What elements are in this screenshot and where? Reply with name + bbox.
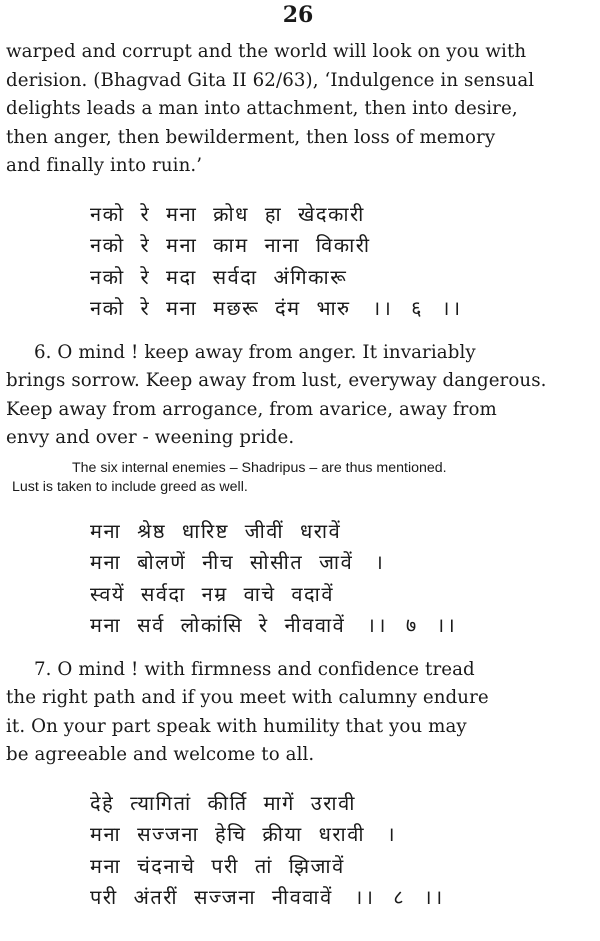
verse-line [90, 293, 590, 325]
verse-line [90, 547, 590, 579]
verse-line: नको रे मदा सर्वदा अंगिकारू [90, 264, 348, 289]
text-line: Keep away from arrogance, from avarice, away from [6, 398, 497, 420]
intro-paragraph [6, 38, 590, 181]
verse-line-text: स्वयें सर्वदा नम्र वाचे वदावें [90, 581, 334, 606]
verse-line-text: नको रे मना मछरू दंम भारु [90, 296, 351, 320]
verse-line [90, 516, 590, 548]
verse-line [90, 851, 590, 883]
text-line: warped and corrupt and the world will look on you with [6, 41, 527, 62]
verse-line: नको रे मना काम नाना विकारी [90, 233, 371, 257]
text-line: derision. (Bhagvad Gita II 62/63), ‘Indulgence in sensual [6, 69, 535, 91]
verse-line-text: मना चंदनाचे परी तां झिजावें [90, 853, 345, 878]
verse-mark: । [387, 822, 398, 846]
verse-line [90, 788, 590, 820]
paragraph-7 [6, 656, 590, 770]
verse-line-text: मना सर्व लोकांसि रे नीववावें [90, 613, 346, 637]
verse-line-text: परी अंतरीं सज्जना नीववावें [90, 885, 333, 909]
verse-7 [90, 516, 590, 642]
verse-line-text: मना सज्जना हेचि क्रीया धरावी [90, 822, 366, 846]
verse-number: ।। ६ ।। [372, 296, 464, 320]
text-line: be agreeable and welcome to all. [6, 744, 315, 765]
footnote-6 [6, 459, 590, 498]
verse-line [90, 579, 590, 611]
page-number: 26 [282, 2, 314, 28]
text-line: and finally into ruin.’ [6, 155, 203, 176]
text-line: then anger, then bewilderment, then loss of memory [6, 126, 496, 148]
verse-line-text: देहे त्यागितां कीर्ति मागें उरावी [90, 790, 356, 815]
verse-line [90, 882, 590, 914]
text-line: 7. O mind ! with firmness and confidence tread [34, 658, 475, 680]
verse-line [90, 819, 590, 851]
verse-line: नको रे मना क्रोध हा खेदकारी [90, 201, 365, 226]
verse-mark: । [375, 550, 386, 574]
verse-line-text: मना श्रेष्ठ धारिष्ट जीवीं धरावें [90, 518, 342, 543]
text-line: it. On your part speak with humility that you may [6, 715, 467, 737]
verse-number: ।। ७ ।। [367, 613, 458, 637]
paragraph-6 [6, 339, 590, 453]
text-line: 6. O mind ! keep away from anger. It invariably [34, 341, 476, 363]
text-line: the right path and if you meet with calumny endure [6, 687, 489, 708]
verse-line-text: मना बोलणें नीच सोसीत जावें [90, 550, 354, 574]
text-line: brings sorrow. Keep away from lust, everyway dangerous. [6, 370, 547, 391]
verse-6 [90, 199, 590, 325]
verse-number: ।। ८ ।। [354, 885, 446, 909]
text-line: delights leads a man into attachment, then into desire, [6, 98, 518, 119]
note-line: Lust is taken to include greed as well. [12, 479, 248, 495]
text-line: envy and over - weening pride. [6, 427, 295, 448]
note-line: The six internal enemies – Shadripus – are thus mentioned. [72, 459, 447, 476]
verse-8 [90, 788, 590, 914]
verse-line [90, 610, 590, 642]
